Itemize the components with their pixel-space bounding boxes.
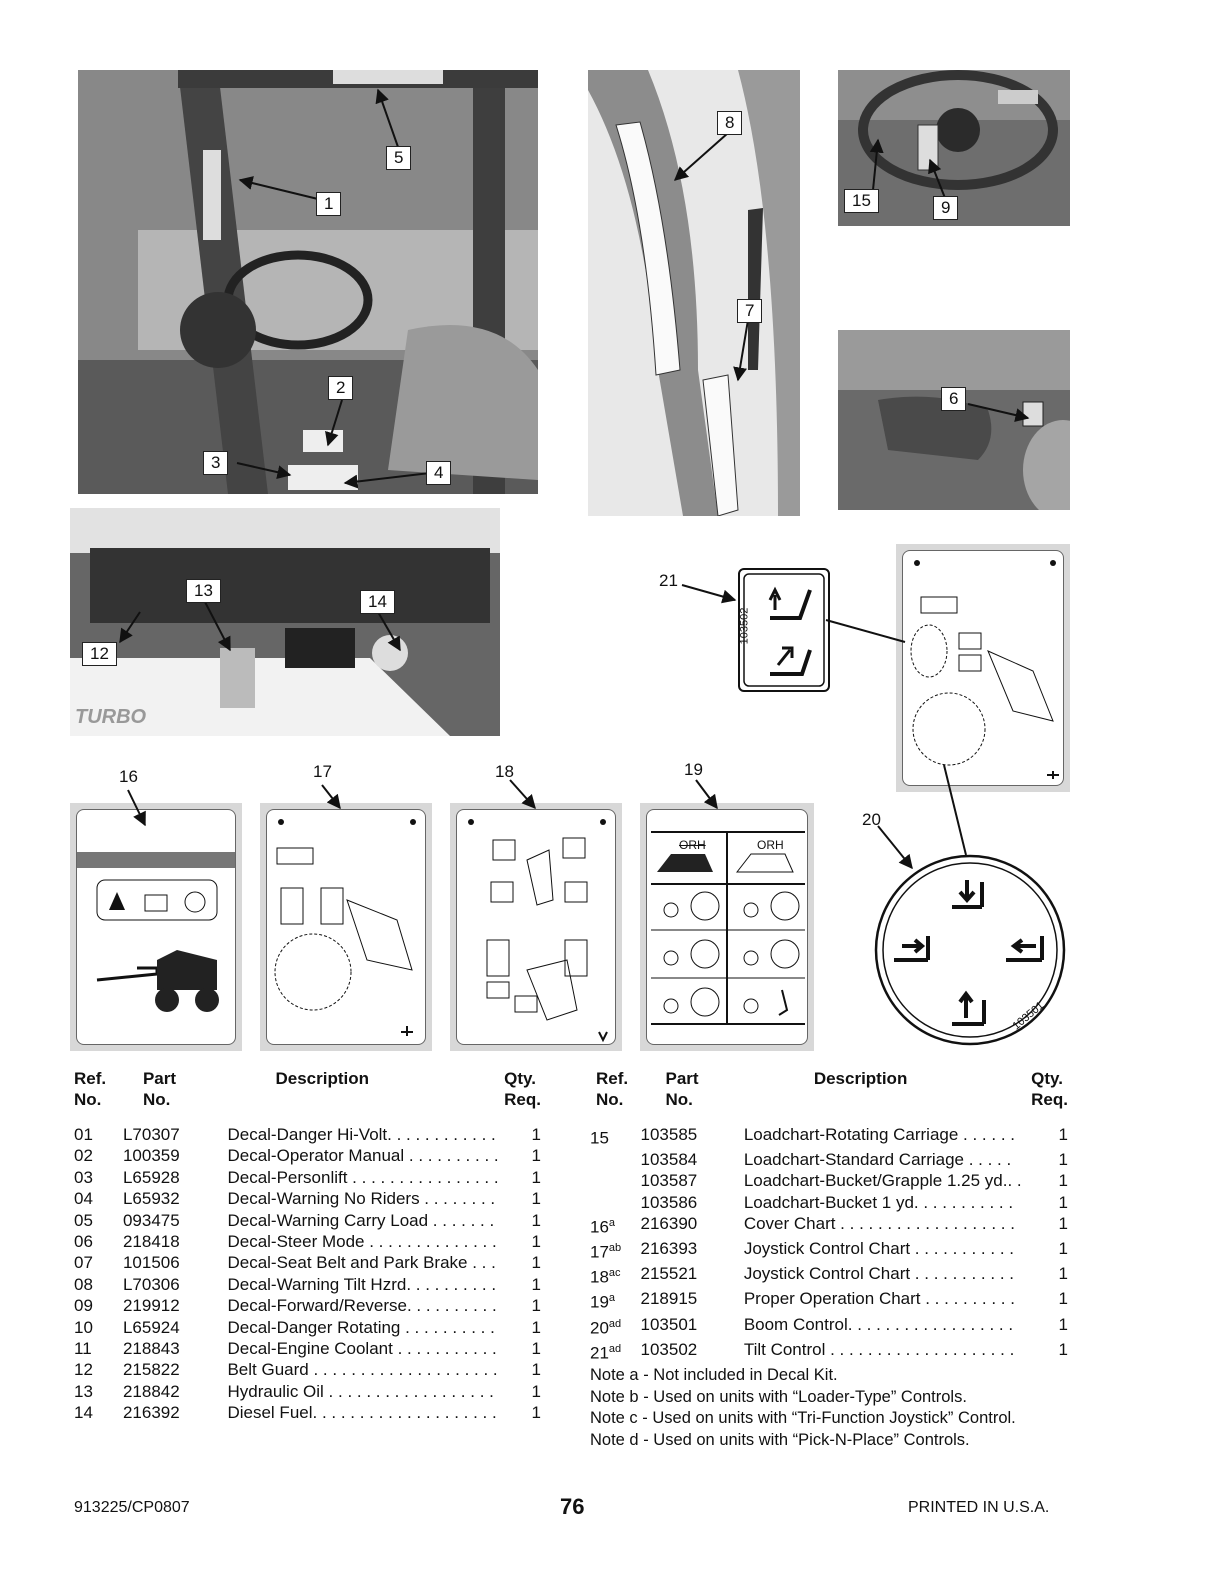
decal-20-boom-control	[872, 852, 1068, 1048]
part-cell-text: 216390	[640, 1214, 698, 1234]
part-cell	[641, 1213, 744, 1238]
qty-cell	[504, 1145, 541, 1166]
qty-cell-text: 1	[1058, 1150, 1068, 1170]
callout-16: 16	[119, 767, 138, 786]
qty-cell	[504, 1210, 541, 1231]
ref-cell	[74, 1124, 123, 1145]
ref-cell-text: 08	[74, 1274, 93, 1294]
part-cell-text: L70307	[122, 1125, 180, 1144]
description-cell-text: Proper Operation Chart . . . . . . . . . .	[743, 1289, 1015, 1309]
ref-cell-text: 03	[74, 1167, 93, 1187]
part-cell-text: 103584	[640, 1150, 698, 1170]
header-ref: Ref. No.	[74, 1069, 107, 1109]
qty-cell-text: 1	[531, 1360, 541, 1380]
description-cell	[227, 1252, 504, 1273]
ref-cell	[74, 1167, 123, 1188]
ref-note-superscript: ab	[608, 1242, 622, 1255]
qty-cell	[504, 1295, 541, 1316]
description-cell	[744, 1149, 1031, 1170]
table-row	[74, 1274, 541, 1295]
cab-illustration	[78, 70, 538, 494]
qty-cell	[1031, 1263, 1068, 1288]
description-cell-text: Diesel Fuel. . . . . . . . . . . . . . . . . . . .	[227, 1403, 497, 1423]
description-cell	[744, 1170, 1031, 1191]
ref-cell-text: 20	[590, 1318, 609, 1338]
joystick-chart-18	[450, 803, 622, 1051]
table-header	[590, 1068, 1068, 1110]
qty-cell	[1031, 1149, 1068, 1170]
ref-cell	[590, 1288, 641, 1313]
ref-cell	[74, 1402, 123, 1423]
description-cell	[227, 1317, 504, 1338]
joystick-chart-large-drawing	[903, 551, 1065, 787]
callout-5: 5	[386, 146, 411, 170]
qty-cell-text: 1	[531, 1339, 541, 1359]
part-cell-text: 219912	[122, 1296, 180, 1316]
qty-cell-text: 1	[1058, 1264, 1068, 1284]
description-cell-text: Decal-Steer Mode . . . . . . . . . . . . . .	[227, 1232, 497, 1252]
qty-cell-text: 1	[531, 1403, 541, 1423]
svg-text:TURBO: TURBO	[75, 706, 147, 728]
qty-cell	[1031, 1213, 1068, 1238]
qty-cell	[504, 1402, 541, 1423]
qty-cell-text: 1	[531, 1381, 541, 1401]
table-row	[74, 1188, 541, 1209]
joystick-chart-18-drawing	[457, 810, 617, 1046]
description-cell	[227, 1124, 504, 1145]
part-cell-text: 093475	[122, 1210, 180, 1230]
note-b: Note b - Used on units with “Loader-Type” Controls.	[590, 1387, 967, 1406]
part-cell	[123, 1124, 228, 1145]
qty-cell-text: 1	[531, 1317, 541, 1337]
ref-cell	[590, 1149, 641, 1170]
footer-doc-number: 913225/CP0807	[74, 1499, 190, 1516]
part-cell-text: 103586	[640, 1192, 698, 1212]
header-desc: Description	[275, 1069, 369, 1088]
qty-cell	[1031, 1314, 1068, 1339]
qty-cell	[504, 1359, 541, 1380]
photo-side-panel	[838, 330, 1070, 510]
table-header	[74, 1068, 541, 1110]
table-row	[590, 1314, 1068, 1339]
ref-cell-text: 07	[74, 1253, 93, 1273]
table-row	[590, 1213, 1068, 1238]
cover-chart-drawing	[77, 810, 237, 1046]
part-cell	[123, 1402, 228, 1423]
ref-cell-text: 16	[590, 1217, 609, 1237]
header-qty: Qty. Req.	[1031, 1069, 1068, 1109]
ref-cell-text: 10	[74, 1317, 93, 1337]
note-c: Note c - Used on units with “Tri-Function Joystick” Control.	[590, 1409, 1016, 1427]
description-cell-text: Decal-Warning Tilt Hzrd. . . . . . . . . .	[227, 1274, 497, 1294]
description-cell	[227, 1359, 504, 1380]
description-cell-text: Belt Guard . . . . . . . . . . . . . . . . . . . .	[227, 1360, 498, 1380]
qty-cell-text: 1	[531, 1296, 541, 1316]
part-cell-text: 215822	[122, 1360, 180, 1380]
description-cell-text: Loadchart-Bucket/Grapple 1.25 yd.. .	[743, 1171, 1022, 1191]
ref-cell	[590, 1192, 641, 1213]
qty-cell	[504, 1231, 541, 1252]
ref-cell	[590, 1314, 641, 1339]
engine-illustration	[70, 508, 500, 736]
orh-label-right: ORH	[757, 838, 784, 852]
description-cell	[227, 1167, 504, 1188]
qty-cell-text: 1	[531, 1146, 541, 1166]
ref-cell	[590, 1263, 641, 1288]
part-cell-text: 101506	[122, 1253, 180, 1273]
table-row	[590, 1124, 1068, 1149]
ref-cell	[74, 1295, 123, 1316]
ref-cell-text: 06	[74, 1232, 93, 1252]
description-cell-text: Loadchart-Bucket 1 yd. . . . . . . . . . .	[743, 1192, 1014, 1212]
qty-cell	[1031, 1192, 1068, 1213]
part-cell	[641, 1238, 744, 1263]
ref-cell-text: 11	[74, 1339, 92, 1359]
callout-9: 9	[933, 196, 958, 220]
qty-cell	[1031, 1170, 1068, 1191]
table-row	[74, 1167, 541, 1188]
description-cell-text: Cover Chart . . . . . . . . . . . . . . . . . . .	[743, 1214, 1015, 1234]
part-cell	[123, 1252, 228, 1273]
header-ref: Ref. No.	[596, 1069, 629, 1109]
qty-cell-text: 1	[1058, 1192, 1068, 1212]
qty-cell	[504, 1381, 541, 1402]
part-cell-text: L65924	[122, 1317, 180, 1337]
ref-cell	[590, 1213, 641, 1238]
qty-cell	[504, 1338, 541, 1359]
ref-cell-text: 17	[590, 1243, 609, 1262]
ref-cell	[590, 1124, 641, 1149]
description-cell	[227, 1295, 504, 1316]
part-cell	[123, 1381, 228, 1402]
description-cell-text: Decal-Seat Belt and Park Brake . . .	[227, 1253, 496, 1273]
ref-cell-text: 01	[74, 1125, 93, 1144]
table-row	[74, 1317, 541, 1338]
description-cell-text: Decal-Operator Manual . . . . . . . . . .	[227, 1146, 499, 1166]
pillar-illustration	[588, 70, 800, 516]
qty-cell-text: 1	[531, 1125, 541, 1144]
description-cell-text: Tilt Control . . . . . . . . . . . . . . . . . . . .	[743, 1339, 1015, 1359]
decal-20-code: 103501	[1010, 999, 1047, 1033]
part-cell-text: 215521	[640, 1264, 698, 1284]
table-row	[74, 1359, 541, 1380]
description-cell	[744, 1263, 1031, 1288]
description-cell	[227, 1274, 504, 1295]
qty-cell	[504, 1274, 541, 1295]
callout-6: 6	[941, 387, 966, 411]
description-cell-text: Decal-Engine Coolant . . . . . . . . . . .	[227, 1339, 497, 1359]
description-cell-text: Loadchart-Standard Carriage . . . . .	[743, 1150, 1012, 1170]
part-cell	[123, 1145, 228, 1166]
photo-pillar	[588, 70, 800, 516]
description-cell-text: Decal-Danger Rotating . . . . . . . . . .	[227, 1317, 495, 1337]
part-cell	[641, 1124, 744, 1149]
part-cell-text: 218418	[122, 1232, 180, 1252]
ref-cell	[74, 1274, 123, 1295]
part-cell	[123, 1188, 228, 1209]
tilt-arrows-icon	[740, 570, 828, 690]
qty-cell	[504, 1317, 541, 1338]
orh-label-left: ORH	[679, 838, 706, 852]
part-cell	[123, 1338, 228, 1359]
qty-cell-text: 1	[1058, 1171, 1068, 1191]
cover-chart-16	[70, 803, 242, 1051]
table-row	[74, 1252, 541, 1273]
qty-cell	[504, 1252, 541, 1273]
ref-cell	[74, 1317, 123, 1338]
qty-cell-text: 1	[1058, 1314, 1068, 1334]
callout-2: 2	[328, 376, 353, 400]
table-row	[74, 1124, 541, 1145]
notes-section	[590, 1365, 1016, 1451]
qty-cell	[504, 1188, 541, 1209]
table-row	[74, 1338, 541, 1359]
callout-21: 21	[659, 571, 678, 590]
operation-chart-19	[640, 803, 814, 1051]
table-row	[590, 1149, 1068, 1170]
side-panel-illustration	[838, 330, 1070, 510]
part-cell-text: 216393	[640, 1239, 698, 1259]
description-cell	[744, 1124, 1031, 1149]
description-cell	[227, 1188, 504, 1209]
ref-cell	[74, 1231, 123, 1252]
qty-cell-text: 1	[531, 1210, 541, 1230]
description-cell	[227, 1338, 504, 1359]
ref-cell-text: 19	[590, 1293, 609, 1313]
note-d: Note d - Used on units with “Pick-N-Place” Controls.	[590, 1430, 970, 1449]
callout-14: 14	[360, 590, 395, 614]
qty-cell	[504, 1124, 541, 1145]
header-qty: Qty. Req.	[504, 1069, 541, 1109]
callout-7: 7	[737, 299, 762, 323]
part-cell-text: 103585	[640, 1125, 698, 1144]
table-row	[590, 1192, 1068, 1213]
joystick-chart-17-drawing	[267, 810, 427, 1046]
description-cell-text: Loadchart-Rotating Carriage . . . . . .	[743, 1125, 1015, 1144]
description-cell	[744, 1288, 1031, 1313]
decal-21-tilt-control	[738, 568, 830, 692]
table-row	[590, 1288, 1068, 1313]
ref-cell	[590, 1238, 641, 1263]
qty-cell	[1031, 1238, 1068, 1263]
note-a: Note a - Not included in Decal Kit.	[590, 1366, 838, 1384]
callout-19: 19	[684, 760, 703, 779]
table-row	[74, 1145, 541, 1166]
ref-cell	[74, 1210, 123, 1231]
ref-cell-text: 02	[74, 1146, 93, 1166]
ref-cell-text: 12	[74, 1360, 93, 1380]
qty-cell-text: 1	[1058, 1125, 1068, 1144]
ref-cell	[590, 1339, 641, 1364]
cover-chart-band	[77, 852, 235, 868]
description-cell	[227, 1402, 504, 1423]
ref-cell-text: 21	[590, 1343, 609, 1363]
ref-cell	[74, 1359, 123, 1380]
part-cell-text: L70306	[122, 1274, 180, 1294]
parts-table-left	[74, 1068, 541, 1424]
description-cell	[227, 1145, 504, 1166]
ref-note-superscript: ad	[608, 1342, 622, 1355]
qty-cell-text: 1	[531, 1232, 541, 1252]
description-cell	[744, 1192, 1031, 1213]
qty-cell-text: 1	[531, 1189, 541, 1209]
joystick-chart-large	[896, 544, 1070, 792]
description-cell-text: Boom Control. . . . . . . . . . . . . . . . . .	[743, 1314, 1014, 1334]
page-number: 76	[560, 1494, 585, 1519]
table-row	[74, 1402, 541, 1423]
part-cell	[641, 1339, 744, 1364]
part-cell	[641, 1149, 744, 1170]
callout-20: 20	[862, 810, 881, 829]
footer-printed: PRINTED IN U.S.A.	[908, 1499, 1050, 1516]
qty-cell-text: 1	[1058, 1214, 1068, 1234]
header-part: Part No.	[665, 1069, 699, 1109]
ref-note-superscript: ac	[608, 1267, 621, 1280]
header-desc: Description	[813, 1069, 908, 1088]
part-cell-text: L65932	[122, 1189, 180, 1209]
part-cell-text: 216392	[122, 1403, 180, 1423]
callout-17: 17	[313, 762, 332, 781]
table-row	[74, 1381, 541, 1402]
qty-cell-text: 1	[1058, 1339, 1068, 1359]
description-cell-text: Decal-Forward/Reverse. . . . . . . . . .	[227, 1296, 497, 1316]
ref-cell-text: 13	[74, 1381, 93, 1401]
description-cell	[744, 1314, 1031, 1339]
ref-cell	[74, 1381, 123, 1402]
table-row	[590, 1339, 1068, 1364]
description-cell	[227, 1381, 504, 1402]
callout-12: 12	[82, 642, 117, 666]
callout-18: 18	[495, 762, 514, 781]
qty-cell-text: 1	[531, 1253, 541, 1273]
part-cell-text: 218843	[122, 1339, 180, 1359]
description-cell	[227, 1231, 504, 1252]
ref-note-superscript: a	[608, 1217, 616, 1230]
header-part: Part No.	[142, 1069, 177, 1109]
part-cell	[641, 1288, 744, 1313]
callout-15: 15	[844, 189, 879, 213]
part-cell	[123, 1295, 228, 1316]
photo-cab-interior	[78, 70, 538, 494]
part-cell-text: 103501	[640, 1314, 698, 1334]
decal-21-code: 103502	[738, 607, 751, 645]
part-cell	[123, 1317, 228, 1338]
table-row	[74, 1210, 541, 1231]
ref-cell	[74, 1252, 123, 1273]
qty-cell-text: 1	[1058, 1239, 1068, 1259]
ref-cell	[590, 1170, 641, 1191]
part-cell	[123, 1359, 228, 1380]
qty-cell-text: 1	[531, 1274, 541, 1294]
ref-note-superscript: ad	[608, 1317, 622, 1330]
description-cell-text: Decal-Danger Hi-Volt. . . . . . . . . . . .	[227, 1125, 496, 1144]
ref-cell-text: 04	[74, 1189, 93, 1209]
part-cell	[123, 1167, 228, 1188]
description-cell-text: Joystick Control Chart . . . . . . . . . . .	[743, 1239, 1014, 1259]
part-cell-text: 103587	[640, 1171, 698, 1191]
part-cell	[123, 1274, 228, 1295]
description-cell-text: Hydraulic Oil . . . . . . . . . . . . . . . . . .	[227, 1381, 494, 1401]
ref-note-superscript: a	[608, 1292, 616, 1305]
qty-cell	[504, 1167, 541, 1188]
ref-cell-text: 09	[74, 1296, 93, 1316]
qty-cell	[1031, 1124, 1068, 1149]
table-row	[590, 1170, 1068, 1191]
ref-cell	[74, 1145, 123, 1166]
part-cell	[641, 1263, 744, 1288]
parts-table-right	[590, 1068, 1068, 1364]
description-cell-text: Decal-Warning Carry Load . . . . . . .	[227, 1210, 495, 1230]
callout-8: 8	[717, 111, 742, 135]
part-cell-text: 100359	[122, 1146, 180, 1166]
part-cell-text: L65928	[122, 1167, 180, 1187]
photo-engine	[70, 508, 500, 736]
part-cell	[641, 1314, 744, 1339]
ref-cell	[74, 1188, 123, 1209]
ref-cell-text: 15	[590, 1128, 609, 1148]
part-cell	[123, 1210, 228, 1231]
qty-cell	[1031, 1288, 1068, 1313]
description-cell	[227, 1210, 504, 1231]
boom-control-arrows-icon	[872, 852, 1068, 1048]
part-cell	[641, 1192, 744, 1213]
table-row	[74, 1295, 541, 1316]
description-cell-text: Joystick Control Chart . . . . . . . . . . .	[743, 1264, 1014, 1284]
description-cell	[744, 1339, 1031, 1364]
callout-3: 3	[203, 451, 228, 475]
part-cell-text: 218842	[122, 1381, 180, 1401]
qty-cell	[1031, 1339, 1068, 1364]
part-cell	[123, 1231, 228, 1252]
ref-cell	[74, 1338, 123, 1359]
ref-cell-text: 14	[74, 1403, 93, 1423]
ref-cell-text: 18	[590, 1268, 609, 1288]
callout-4: 4	[426, 461, 451, 485]
ref-cell-text: 05	[74, 1210, 93, 1230]
table-row	[590, 1263, 1068, 1288]
operation-chart-19-drawing	[647, 810, 809, 1046]
part-cell-text: 103502	[640, 1339, 698, 1359]
description-cell-text: Decal-Personlift . . . . . . . . . . . . . . . .	[227, 1167, 499, 1187]
description-cell	[744, 1213, 1031, 1238]
table-row	[590, 1238, 1068, 1263]
part-cell-text: 218915	[640, 1289, 698, 1309]
qty-cell-text: 1	[531, 1167, 541, 1187]
callout-13: 13	[186, 579, 221, 603]
callout-1: 1	[316, 192, 341, 216]
part-cell	[641, 1170, 744, 1191]
table-row	[74, 1231, 541, 1252]
description-cell-text: Decal-Warning No Riders . . . . . . . .	[227, 1189, 496, 1209]
qty-cell-text: 1	[1058, 1289, 1068, 1309]
joystick-chart-17	[260, 803, 432, 1051]
description-cell	[744, 1238, 1031, 1263]
